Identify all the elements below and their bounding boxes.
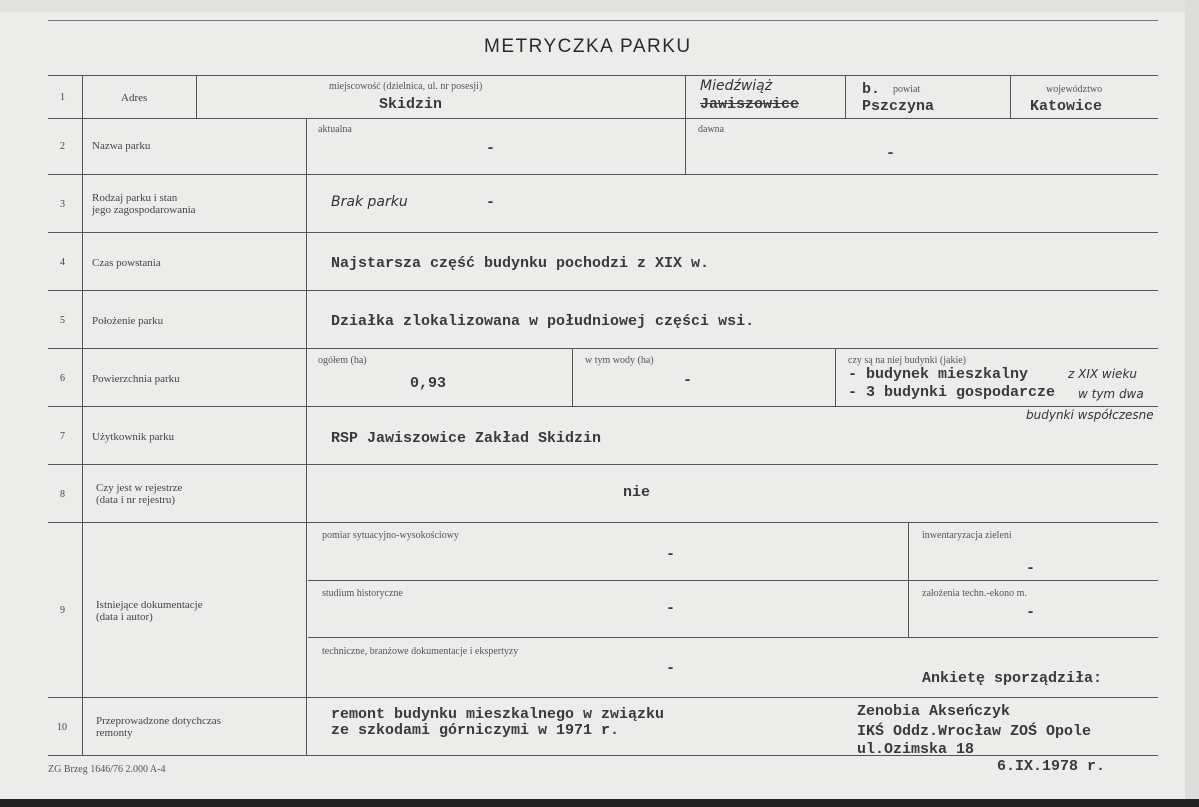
history-value: - [666, 600, 676, 617]
form-title: METRYCZKA PARKU [484, 36, 692, 57]
bottom-rule [48, 755, 1158, 756]
row-divider [48, 232, 1158, 233]
row-number: 4 [60, 257, 65, 268]
author-office: IKŚ Oddz.Wrocław ZOŚ Opole [857, 723, 1092, 740]
field-caption: dawna [698, 124, 725, 135]
row-divider [48, 75, 1158, 76]
row-divider [48, 174, 1158, 175]
technical-value: - [666, 660, 676, 677]
row-label: remonty [96, 727, 133, 739]
park-type-value: - [486, 194, 496, 211]
former-name-value: - [886, 145, 896, 162]
field-caption: założenia techn.-ekono m. [922, 588, 1027, 599]
row-divider [308, 580, 1158, 581]
print-info: ZG Brzeg 1646/76 2.000 A-4 [48, 764, 166, 775]
field-caption: aktualna [318, 124, 352, 135]
field-caption: powiat [893, 84, 921, 95]
building-entry: - 3 budynki gospodarcze [848, 384, 1056, 401]
row-divider [48, 522, 1158, 523]
row-divider [48, 406, 1158, 407]
row-divider [48, 697, 1158, 698]
locality-value: Skidzin [379, 96, 443, 113]
column-divider [196, 75, 197, 118]
row-label: Czas powstania [92, 257, 161, 269]
row-label: jego zagospodarowania [92, 204, 196, 216]
field-caption: inwentaryzacja zieleni [922, 530, 1012, 541]
total-area-value: 0,93 [410, 375, 447, 392]
row-divider [48, 290, 1158, 291]
row-label: Nazwa parku [92, 140, 151, 152]
row-number: 9 [60, 605, 65, 616]
water-area-value: - [683, 372, 693, 389]
row-divider [48, 118, 1158, 119]
province-value: Katowice [1030, 98, 1103, 115]
scan-edge [0, 799, 1199, 807]
column-divider [306, 118, 307, 755]
column-divider [845, 75, 846, 118]
row-number: 6 [60, 373, 65, 384]
prepared-by-label: Ankietę sporządziła: [922, 670, 1103, 687]
field-caption: miejscowość (dzielnica, ul. nr posesji) [329, 81, 483, 92]
author-address: ul.Ozimska 18 [857, 741, 975, 758]
building-entry-handwritten: budynki współczesne [1026, 408, 1154, 422]
paper-edge [1185, 0, 1199, 807]
repairs-value: ze szkodami górniczymi w 1971 r. [331, 722, 620, 739]
row-number: 5 [60, 315, 65, 326]
building-entry-handwritten: z XIX wieku [1068, 367, 1137, 381]
row-number: 3 [60, 199, 65, 210]
column-divider [82, 75, 83, 755]
row-label: Adres [121, 92, 148, 104]
register-value: nie [623, 484, 651, 501]
field-caption: ogółem (ha) [318, 355, 367, 366]
form-date: 6.IX.1978 r. [997, 758, 1106, 775]
inventory-value: - [1026, 560, 1036, 577]
row-label: Czy jest w rejestrze [96, 482, 183, 494]
row-label: Położenie parku [92, 315, 164, 327]
row-number: 8 [60, 489, 65, 500]
building-entry: - budynek mieszkalny [848, 366, 1029, 383]
field-caption: w tym wody (ha) [585, 355, 654, 366]
row-label: Użytkownik parku [92, 431, 175, 443]
user-value: RSP Jawiszowice Zakład Skidzin [331, 430, 602, 447]
gmina-handwritten: Miedźwiąż [700, 78, 773, 94]
field-caption: pomiar sytuacyjno-wysokościowy [322, 530, 459, 541]
gmina-struck-value: Jawiszowice [700, 96, 800, 113]
field-caption: studium historyczne [322, 588, 403, 599]
row-divider [308, 637, 1158, 638]
row-number: 7 [60, 431, 65, 442]
park-type-handwritten: Brak parku [331, 194, 408, 210]
column-divider [1010, 75, 1011, 118]
field-caption: województwo [1046, 84, 1103, 95]
row-number: 2 [60, 141, 65, 152]
row-label: Istniejące dokumentacje [96, 599, 203, 611]
column-divider [908, 522, 909, 637]
location-value: Działka zlokalizowana w południowej części wsi. [331, 313, 755, 330]
current-name-value: - [486, 140, 496, 157]
author-name: Zenobia Akseńczyk [857, 703, 1011, 720]
row-number: 1 [60, 92, 65, 103]
row-label: (data i nr rejestru) [96, 494, 176, 506]
row-number: 10 [57, 722, 67, 733]
district-value: Pszczyna [862, 98, 935, 115]
paper-edge [0, 0, 1199, 12]
column-divider [572, 348, 573, 406]
row-divider [48, 348, 1158, 349]
tech-econ-value: - [1026, 604, 1036, 621]
row-label: Przeprowadzone dotychczas [96, 715, 221, 727]
column-divider [685, 75, 686, 174]
column-divider [835, 348, 836, 406]
building-entry-handwritten: w tym dwa [1078, 387, 1144, 401]
row-label: (data i autor) [96, 611, 153, 623]
top-rule [48, 20, 1158, 21]
district-prefix: b. [862, 81, 881, 98]
repairs-value: remont budynku mieszkalnego w związku [331, 706, 665, 723]
row-label: Rodzaj parku i stan [92, 192, 178, 204]
row-label: Powierzchnia parku [92, 373, 180, 385]
origin-time-value: Najstarsza część budynku pochodzi z XIX w. [331, 255, 710, 272]
row-divider [48, 464, 1158, 465]
field-caption: techniczne, branżowe dokumentacje i ekspertyzy [322, 646, 519, 657]
survey-value: - [666, 546, 676, 563]
field-caption: czy są na niej budynki (jakie) [848, 355, 967, 366]
